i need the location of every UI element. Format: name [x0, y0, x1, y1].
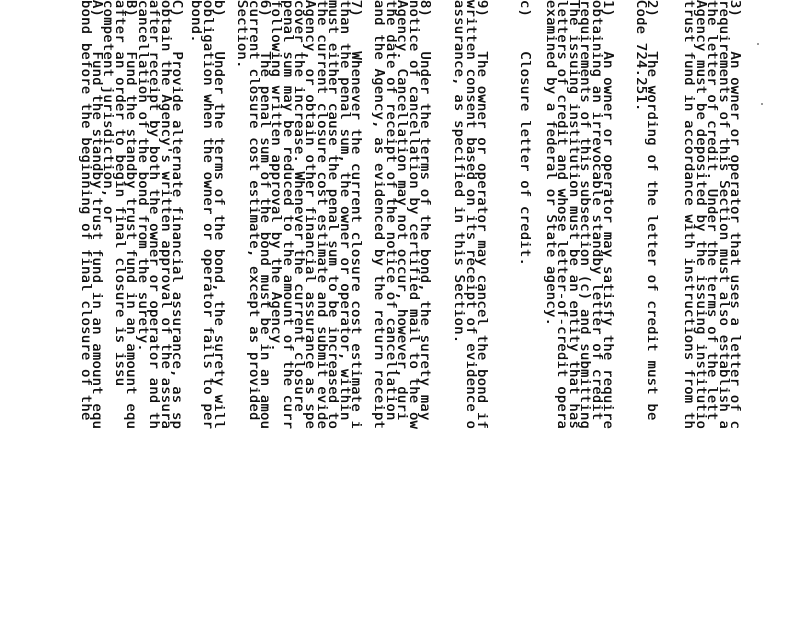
paragraph-A [77, 0, 105, 618]
text-line: notice of cancellation by certified mail to the ow [405, 0, 422, 430]
text-line: Agency. Cancellation may not occur, however, duri [394, 0, 411, 421]
paragraph-9 [451, 0, 490, 618]
text-line: cancellation of the bond from the surety. [134, 0, 151, 352]
text-line: obtaining an irrevocable standby letter of credit [588, 0, 605, 421]
paragraph-6 [234, 0, 273, 618]
text-line: than the penal sum, the owner or operator, within [336, 0, 353, 421]
paragraph-3 [681, 0, 743, 618]
text-line: 2) The wording of the letter of credit must be [644, 0, 660, 421]
text-line: bond. [188, 0, 205, 43]
text-line: 1) An owner or operator may satisfy the require [600, 0, 616, 430]
text-line: 9) The owner or operator may cancel the bond if [474, 0, 490, 430]
text-line: A) Fund the standby trust fund in an amount equ [89, 0, 105, 430]
text-line: trust fund in accordance with instructions from th [681, 0, 698, 430]
text-line: b) Under the terms of the bond, the surety will [211, 0, 227, 430]
text-line: examined by a federal or State agency. [543, 0, 560, 327]
text-line: obligation when the owner or operator fails to per [199, 0, 216, 430]
paragraph-B [100, 0, 139, 618]
text-line: obtain the Agency's written approval of the assura [157, 0, 174, 430]
text-line: written consent based on its receipt of evidence o [462, 0, 479, 430]
text-line: B) Fund the standby trust fund in an amount equ [123, 0, 139, 430]
text-line: the current closure cost estimate and submit evide [313, 0, 330, 430]
text-line: C) Provide alternate financial assurance, as sp [169, 0, 185, 430]
text-line: Agency must be deposited by the issuing institutio [692, 0, 709, 430]
text-line: the date of receipt of the notice of cancellation [382, 0, 399, 421]
paragraph-7 [268, 0, 364, 618]
text-line: after an order to begin final closure is issu [111, 0, 128, 387]
paragraph-c [517, 0, 533, 618]
text-line: following written approval by the Agency. [268, 0, 285, 352]
text-line: must either cause the penal sum to be increased to [325, 0, 342, 430]
text-line: Code 724.251. [632, 0, 649, 112]
paragraph-8 [371, 0, 433, 618]
text-line: cover the increase. Whenever the current closure [291, 0, 308, 413]
text-line: 8) Under the terms of the bond, the surety may [417, 0, 433, 421]
text-line: competent jurisdiction, or [100, 0, 117, 224]
text-line: 3) An owner or operator that uses a letter of c [727, 0, 743, 430]
text-line: the letter of credit. Under the terms of the lett [704, 0, 721, 421]
paragraph-1 [543, 0, 616, 618]
text-line: current closure cost estimate, except as provided [245, 0, 262, 421]
text-line: c) Closure letter of credit. [517, 0, 533, 267]
text-line: requirements of this Section must also establish a [715, 0, 732, 430]
text-line: penal sum may be reduced to the amount of the curr [279, 0, 296, 430]
paragraph-2 [632, 0, 660, 618]
text-line: 7) Whenever the current closure cost estimate i [348, 0, 364, 430]
text-line: Agency, or obtain other financial assurance as spe [302, 0, 319, 430]
text-line: letters of credit and whose letter-of-credit opera [554, 0, 571, 430]
text-line: 6) The penal sum of the bond must be in an amou [257, 0, 273, 430]
text-line: assurance, as specified in this Section. [451, 0, 468, 344]
text-line: The issuing institution must be an entity that has [565, 0, 582, 430]
text-line: after receipt by both the owner or operator and th [146, 0, 163, 430]
text-line: and the Agency, as evidenced by the return receipt [371, 0, 388, 430]
paragraph-b [188, 0, 227, 618]
text-line: Section. [234, 0, 251, 69]
paragraph-C [134, 0, 185, 618]
text-line: requirements of this subsection (c) and submitting [577, 0, 594, 430]
text-line: bond before the beginning of final closure of the [77, 0, 94, 421]
